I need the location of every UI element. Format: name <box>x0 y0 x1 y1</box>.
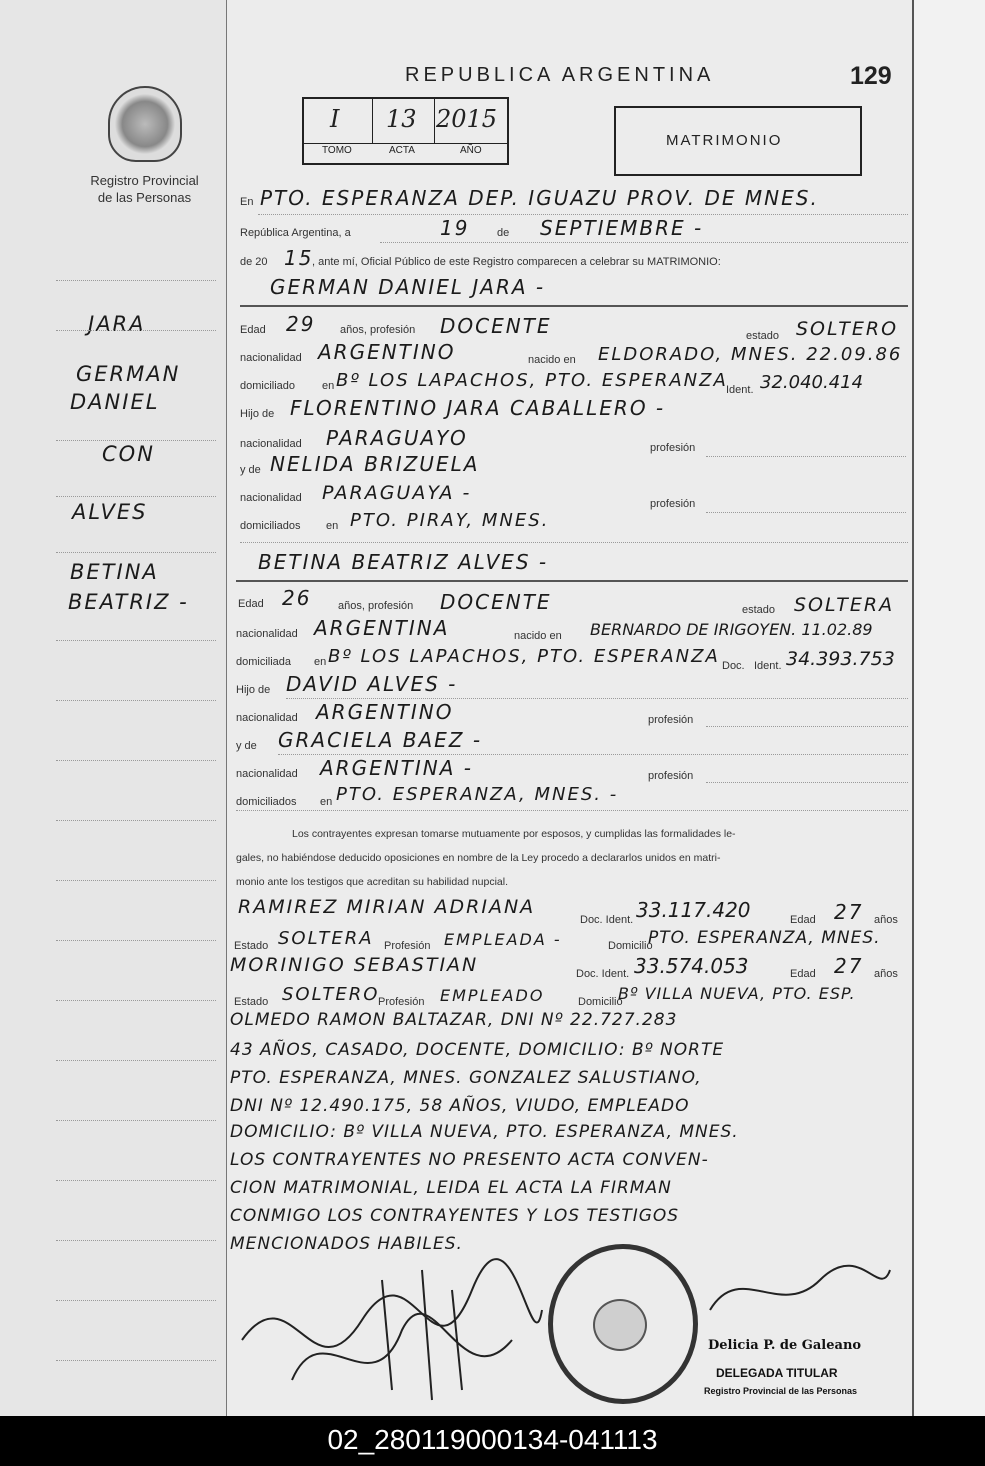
en-label: En <box>240 196 254 208</box>
bride-father: DAVID ALVES - <box>286 672 458 696</box>
bride-mother-prof-label: profesión <box>648 770 694 782</box>
acta-label: ACTA <box>389 145 415 156</box>
witness1-address: PTO. ESPERANZA, MNES. <box>648 928 881 948</box>
bride-prof-label: años, profesión <box>338 600 414 612</box>
year-suffix: 15 <box>284 246 314 270</box>
bride-age: 26 <box>282 586 312 610</box>
bride-birthplace: BERNARDO DE IRIGOYEN. 11.02.89 <box>590 620 873 639</box>
bride-hijo-label: Hijo de <box>236 684 271 696</box>
formal-line-2: gales, no habiéndose deducido oposiciones en nombre de la Ley procedo a declararlos unidos en matri- <box>236 852 721 864</box>
margin-note-bride-first: BETINA <box>70 560 159 584</box>
groom-mother: NELIDA BRIZUELA <box>270 452 480 476</box>
bride-yde-label: y de <box>236 740 257 752</box>
signature-marks-icon <box>232 1250 552 1410</box>
month-value: SEPTIEMBRE - <box>540 216 704 240</box>
note-line-9: MENCIONADOS HABILES. <box>230 1234 463 1254</box>
witness2-doc-label: Doc. Ident. <box>576 968 630 980</box>
bride-mother-nac-label: nacionalidad <box>236 768 298 780</box>
day-value: 19 <box>440 216 470 240</box>
witness1-estado-label: Estado <box>234 940 269 952</box>
place-value: PTO. ESPERANZA DEP. IGUAZU PROV. DE MNES. <box>260 186 819 210</box>
record-number-table <box>302 97 509 165</box>
groom-mother-nat: PARAGUAYA - <box>322 482 472 504</box>
bride-nacido-label: nacido en <box>514 630 562 642</box>
groom-estado: SOLTERO <box>796 318 899 340</box>
groom-prof-label: años, profesión <box>340 324 416 336</box>
bride-mother-nat: ARGENTINA - <box>320 756 474 780</box>
witness2-prof-label: Profesión <box>378 996 425 1008</box>
bride-doc-label: Doc. <box>722 660 745 672</box>
bride-parents-dom-label: domiciliados <box>236 796 297 808</box>
groom-hijo-label: Hijo de <box>240 408 275 420</box>
anio-label: AÑO <box>460 145 482 156</box>
witness2-estado: SOLTERO <box>282 984 380 1005</box>
republic-label: República Argentina, a <box>240 227 351 239</box>
groom-parents-dom-en: en <box>326 520 339 532</box>
groom-age: 29 <box>286 312 316 336</box>
groom-address: Bº LOS LAPACHOS, PTO. ESPERANZA <box>336 370 728 391</box>
margin-note-surname2: ALVES <box>72 500 148 524</box>
margin-column <box>0 0 227 1416</box>
bride-parents-dom-en: en <box>320 796 333 808</box>
witness1-name: RAMIREZ MIRIAN ADRIANA <box>238 896 536 918</box>
acta-value: 13 <box>386 105 417 133</box>
bride-mother: GRACIELA BAEZ - <box>278 728 483 752</box>
witness2-dom-label: Domicilio <box>578 996 623 1008</box>
groom-ident: 32.040.414 <box>760 372 864 393</box>
tomo-value: I <box>330 105 340 133</box>
witness2-anos-label: años <box>874 968 898 980</box>
bride-estado-label: estado <box>742 604 776 616</box>
witness1-doc-label: Doc. Ident. <box>580 914 634 926</box>
groom-dom-en: en <box>322 380 335 392</box>
note-line-4: DNI Nº 12.490.175, 58 AÑOS, VIUDO, EMPLEADO <box>230 1096 690 1116</box>
groom-age-label: Edad <box>240 324 266 336</box>
bride-name: BETINA BEATRIZ ALVES - <box>258 550 549 574</box>
witness1-doc: 33.117.420 <box>636 898 751 922</box>
record-type: MATRIMONIO <box>666 132 783 149</box>
intro-text: , ante mí, Oficial Público de este Registro comparecen a celebrar su MATRIMONIO: <box>312 256 721 268</box>
provincial-seal-icon <box>108 86 182 162</box>
bride-parents-address: PTO. ESPERANZA, MNES. - <box>336 784 619 805</box>
official-name: Delicia P. de Galeano <box>708 1338 862 1353</box>
bride-address: Bº LOS LAPACHOS, PTO. ESPERANZA <box>328 646 720 667</box>
bride-father-nac-label: nacionalidad <box>236 712 298 724</box>
note-line-6: LOS CONTRAYENTES NO PRESENTO ACTA CONVEN- <box>230 1150 709 1170</box>
witness1-edad-label: Edad <box>790 914 816 926</box>
year-prefix: de 20 <box>240 256 268 268</box>
note-line-1: OLMEDO RAMON BALTAZAR, DNI Nº 22.727.283 <box>230 1010 678 1030</box>
margin-note-surname: JARA <box>88 312 146 336</box>
tomo-label: TOMO <box>322 145 352 156</box>
margin-note-bride-middle: BEATRIZ - <box>68 590 189 614</box>
groom-ident-label: Ident. <box>726 384 754 396</box>
note-line-5: DOMICILIO: Bº VILLA NUEVA, PTO. ESPERANZA, MNES. <box>230 1122 739 1142</box>
groom-parents-address: PTO. PIRAY, MNES. <box>350 510 550 531</box>
note-line-8: CONMIGO LOS CONTRAYENTES Y LOS TESTIGOS <box>230 1206 680 1226</box>
formal-line-3: monio ante los testigos que acreditan su habilidad nupcial. <box>236 876 509 888</box>
witness1-anos-label: años <box>874 914 898 926</box>
groom-nationality: ARGENTINO <box>318 340 456 364</box>
de-label: de <box>497 227 510 239</box>
witness2-doc: 33.574.053 <box>634 954 749 978</box>
page-number: 129 <box>850 62 892 90</box>
page-edge <box>912 0 985 1416</box>
bride-dom-en: en <box>314 656 327 668</box>
groom-father: FLORENTINO JARA CABALLERO - <box>290 396 666 420</box>
witness1-age: 27 <box>834 900 864 924</box>
registry-name-line1: Registro Provincial <box>90 173 199 188</box>
country-header: REPUBLICA ARGENTINA <box>405 64 715 86</box>
witness2-edad-label: Edad <box>790 968 816 980</box>
bride-ident-label: Ident. <box>754 660 782 672</box>
margin-note-first-name: GERMAN <box>76 362 181 386</box>
official-org: Registro Provincial de las Personas <box>704 1386 858 1396</box>
registry-name-line2: de las Personas <box>97 190 192 205</box>
groom-profession: DOCENTE <box>440 314 552 338</box>
bride-profession: DOCENTE <box>440 590 552 614</box>
note-line-2: 43 AÑOS, CASADO, DOCENTE, DOMICILIO: Bº NORTE <box>230 1040 725 1060</box>
groom-yde-label: y de <box>240 464 261 476</box>
groom-nacido-label: nacido en <box>528 354 576 366</box>
registry-stamp-icon <box>548 1244 698 1404</box>
record-type-box <box>614 106 862 176</box>
official-title: DELEGADA TITULAR <box>716 1366 838 1380</box>
bride-age-label: Edad <box>238 598 264 610</box>
bride-estado: SOLTERA <box>794 594 895 616</box>
groom-parents-dom-label: domiciliados <box>240 520 301 532</box>
groom-estado-label: estado <box>746 330 780 342</box>
margin-note-middle-name: DANIEL <box>70 390 160 414</box>
witness1-prof-label: Profesión <box>384 940 431 952</box>
groom-name: GERMAN DANIEL JARA - <box>270 275 546 299</box>
bride-ident: 34.393.753 <box>786 648 895 670</box>
bride-nationality: ARGENTINA <box>314 616 450 640</box>
formal-line-1: Los contrayentes expresan tomarse mutuamente por esposos, y cumplidas las formalidades le- <box>292 828 736 840</box>
anio-value: 2015 <box>436 105 498 133</box>
witness1-profession: EMPLEADA - <box>444 930 562 949</box>
bride-father-prof-label: profesión <box>648 714 694 726</box>
note-line-7: CION MATRIMONIAL, LEIDA EL ACTA LA FIRMAN <box>230 1178 672 1198</box>
note-line-3: PTO. ESPERANZA, MNES. GONZALEZ SALUSTIANO, <box>230 1068 702 1088</box>
bride-dom-label: domiciliada <box>236 656 292 668</box>
witness2-estado-label: Estado <box>234 996 269 1008</box>
witness2-profession: EMPLEADO <box>440 986 545 1005</box>
groom-father-prof-label: profesión <box>650 442 696 454</box>
margin-note-con: CON <box>102 442 155 466</box>
official-signature-icon <box>700 1250 900 1330</box>
witness2-address: Bº VILLA NUEVA, PTO. ESP. <box>618 984 856 1003</box>
witness1-estado: SOLTERA <box>278 928 374 949</box>
groom-birthplace: ELDORADO, MNES. 22.09.86 <box>598 344 903 365</box>
document-id-footer: 02_280119000134-041113 <box>0 1416 985 1466</box>
witness2-age: 27 <box>834 954 864 978</box>
groom-dom-label: domiciliado <box>240 380 296 392</box>
groom-father-nat: PARAGUAYO <box>326 426 468 450</box>
groom-nac-label: nacionalidad <box>240 352 302 364</box>
witness2-name: MORINIGO SEBASTIAN <box>230 954 479 976</box>
registry-name <box>72 172 217 206</box>
bride-father-nat: ARGENTINO <box>316 700 454 724</box>
groom-mother-nac-label: nacionalidad <box>240 492 302 504</box>
groom-father-nac-label: nacionalidad <box>240 438 302 450</box>
bride-nac-label: nacionalidad <box>236 628 298 640</box>
groom-mother-prof-label: profesión <box>650 498 696 510</box>
witness1-dom-label: Domicilio <box>608 940 653 952</box>
